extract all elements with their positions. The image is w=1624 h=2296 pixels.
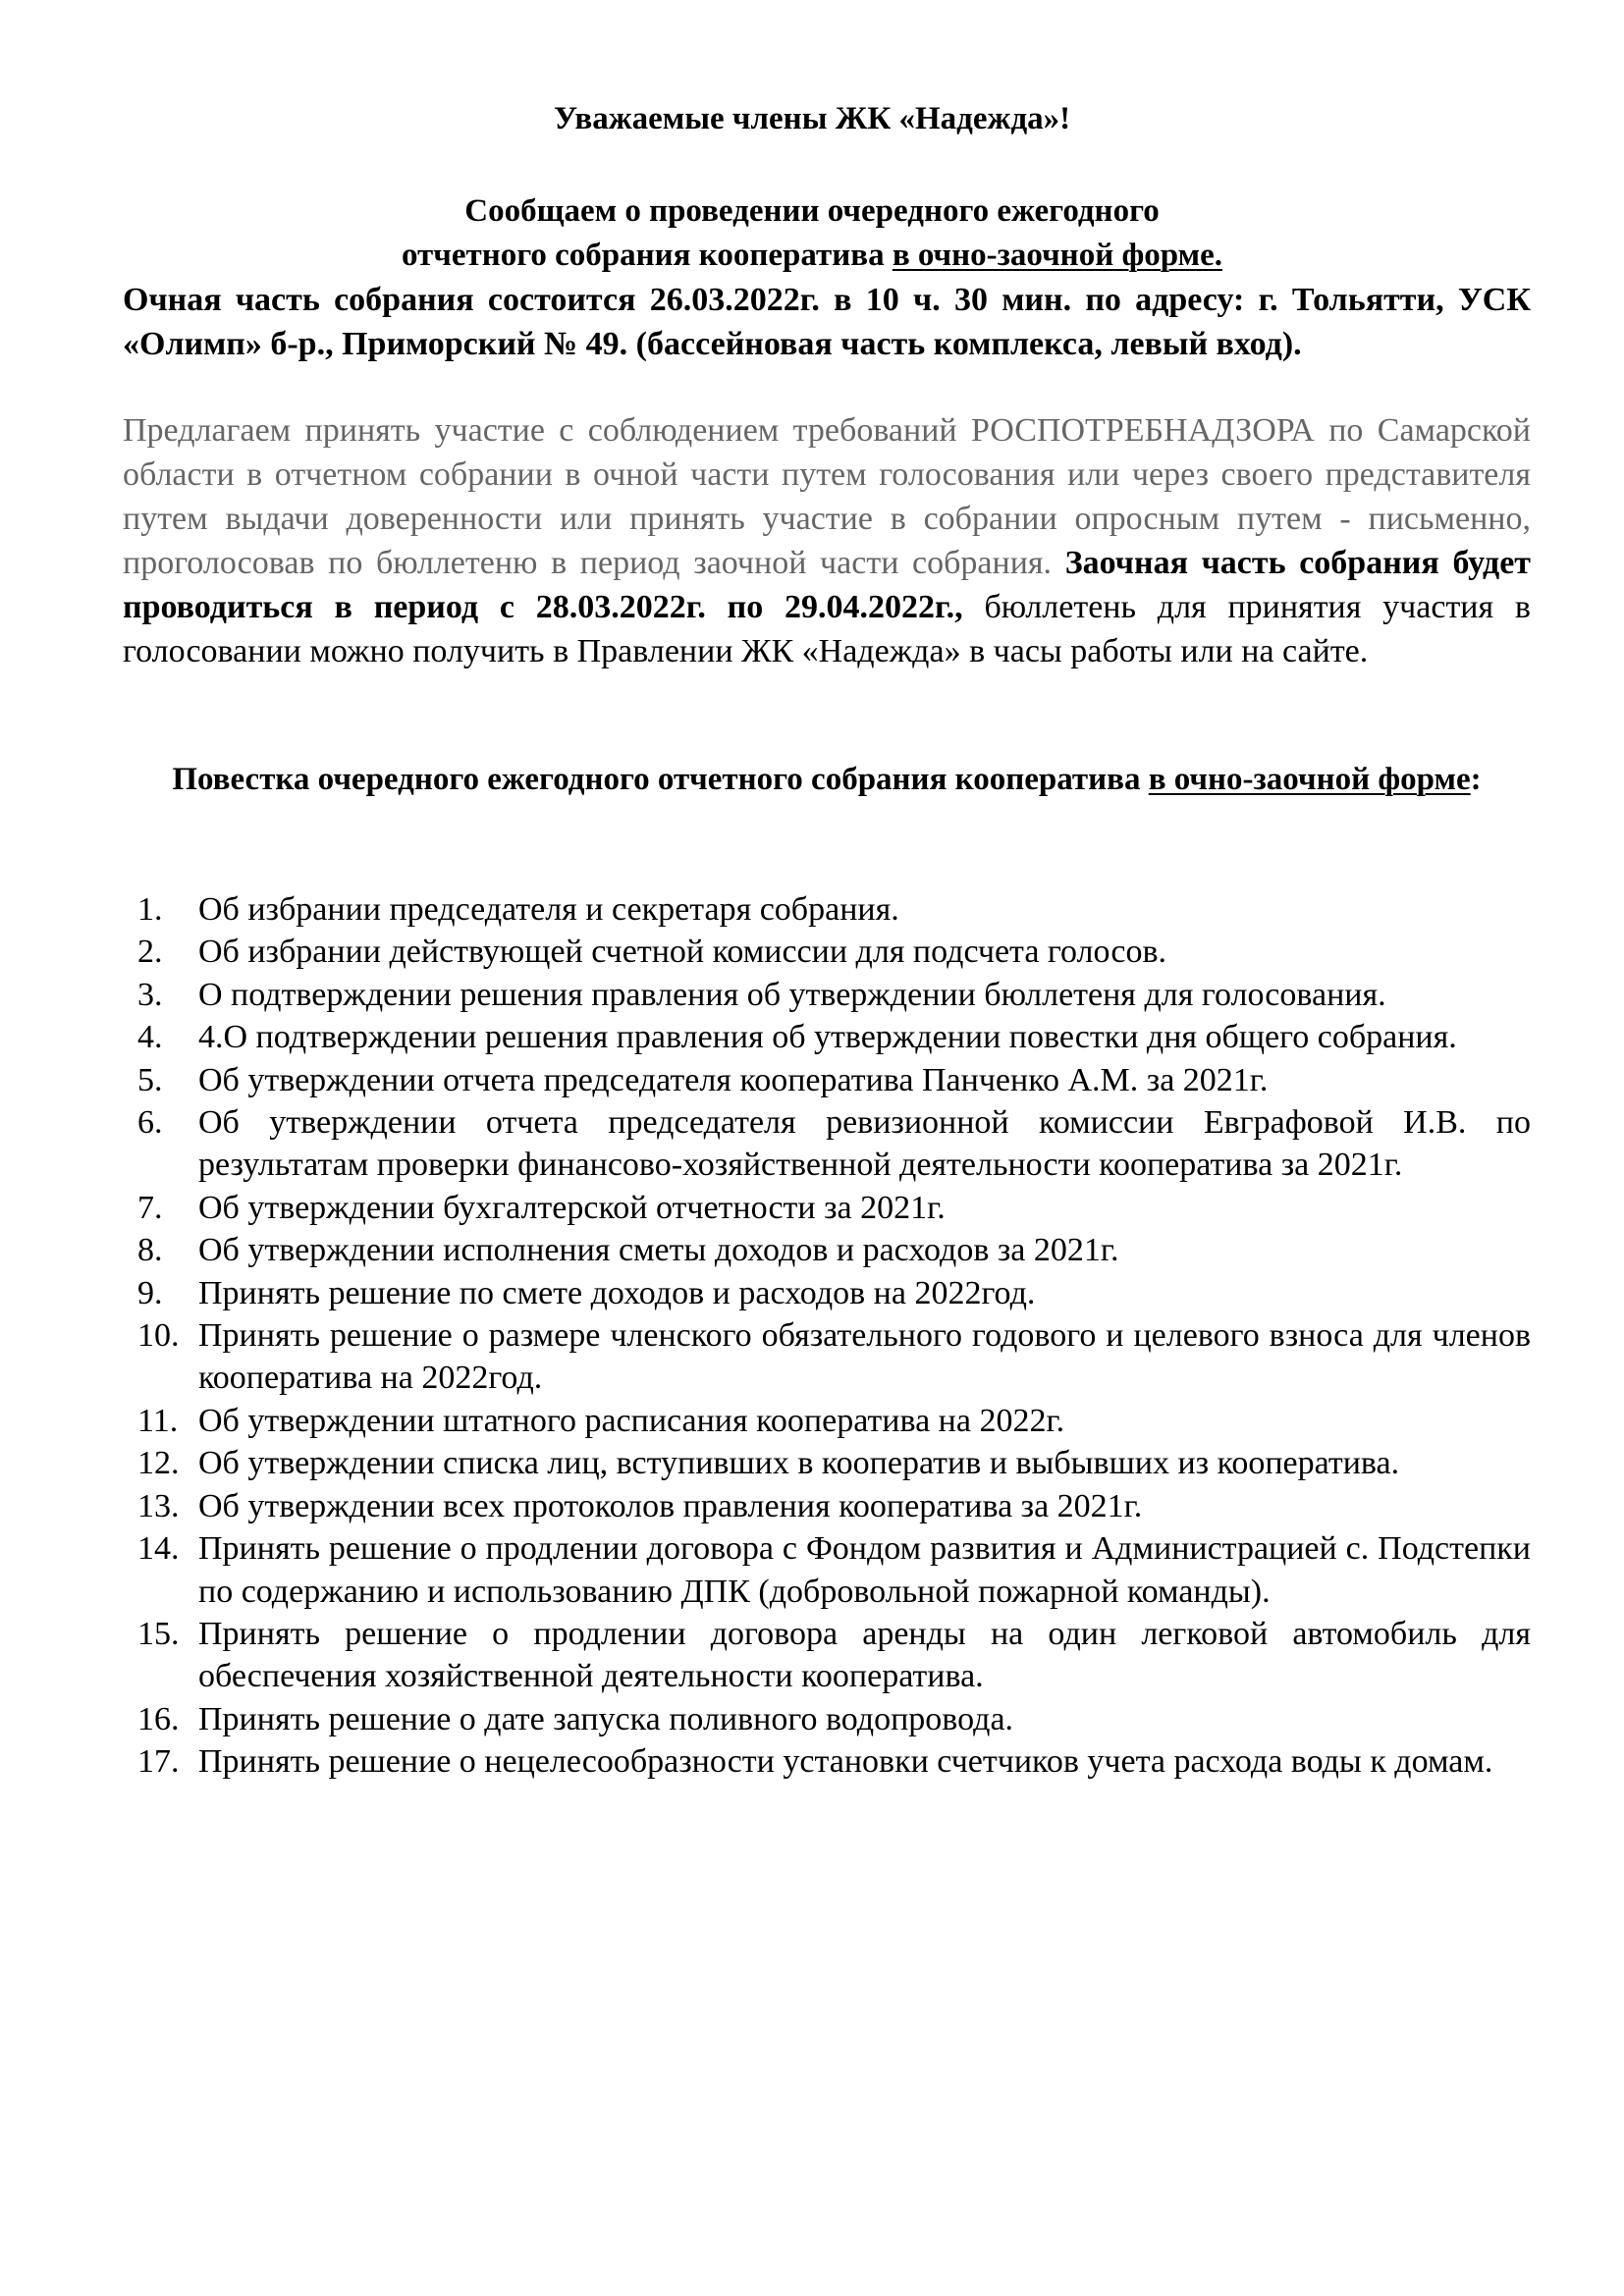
agenda-item-text: Об утверждении отчета председателя кооператива Панченко А.М. за 2021г. <box>198 1061 1269 1098</box>
agenda-title-underlined: в очно-заочной форме <box>1148 762 1471 797</box>
announcement-heading <box>0 189 1624 278</box>
agenda-list <box>137 888 1531 1784</box>
in-person-paragraph: Очная часть собрания состоится 26.03.2022г. в 10 ч. 30 мин. по адресу: г. Тольятти, УСК «Олимп» б-р., Приморский № 49. (бассейновая часть комплекса, левый вход). <box>123 282 1531 362</box>
agenda-item <box>137 1740 1531 1783</box>
agenda-item-text: Об утверждении списка лиц, вступивших в кооператив и выбывших из кооператива. <box>198 1445 1400 1482</box>
agenda-item <box>137 1314 1531 1400</box>
agenda-title-text: Повестка очередного ежегодного отчетного собрания кооператива <box>172 762 1149 797</box>
participation-grey-text: Предлагаем принять участие с соблюдением требований РОСПОТРЕБНАДЗОРА по Самарской области в отчетном собрании в очной части путем голосования или через своего представителя путем выдачи доверенности или принять участие в собрании опросным путем - письменно, проголосовав по бюллетеню в период заочной части собрания. <box>123 412 1531 581</box>
agenda-item <box>137 1485 1531 1527</box>
agenda-item <box>137 1059 1531 1101</box>
agenda-item-number: 12. <box>137 1445 180 1482</box>
agenda-item-number: 3. <box>137 976 163 1013</box>
agenda-title-suffix: : <box>1470 762 1482 797</box>
agenda-item <box>137 1613 1531 1698</box>
agenda-item-text: Об избрании председателя и секретаря собрания. <box>198 891 899 928</box>
agenda-item <box>137 1016 1531 1058</box>
agenda-item-number: 11. <box>137 1402 179 1439</box>
agenda-item <box>137 1272 1531 1314</box>
agenda-item-number: 16. <box>137 1700 180 1737</box>
agenda-item-number: 8. <box>137 1232 163 1269</box>
participation-bold-text: Заочная часть собрания будет проводиться в период с 28.03.2022г. по 29.04.2022г., <box>123 545 1532 625</box>
agenda-item <box>137 1442 1531 1484</box>
agenda-item <box>137 1698 1531 1740</box>
agenda-item <box>137 1400 1531 1442</box>
agenda-item-number: 1. <box>137 891 163 928</box>
agenda-item-text: Принять решение о продлении договора аренды на один легковой автомобиль для обеспечения хозяйственной деятельности кооператива. <box>198 1615 1531 1695</box>
agenda-item-number: 2. <box>137 934 163 971</box>
agenda-item-number: 5. <box>137 1061 163 1098</box>
agenda-item-number: 6. <box>137 1104 163 1142</box>
agenda-item-text: Об утверждении всех протоколов правления кооператива за 2021г. <box>198 1487 1143 1524</box>
agenda-item-text: Об утверждении исполнения сметы доходов и расходов за 2021г. <box>198 1232 1119 1269</box>
agenda-item-text: Об утверждении отчета председателя ревизионной комиссии Евграфовой И.В. по результатам проверки финансово-хозяйственной деятельности кооператива за 2021г. <box>198 1104 1531 1184</box>
participation-plain-text: бюллетень для принятия участия в голосовании можно получить в Правлении ЖК «Надежда» в часы работы или на сайте. <box>123 589 1531 669</box>
agenda-item-number: 7. <box>137 1189 163 1226</box>
agenda-item <box>137 1229 1531 1271</box>
announcement-line-2 <box>0 234 1624 278</box>
agenda-item-text: Принять решение по смете доходов и расходов на 2022год. <box>198 1274 1036 1311</box>
agenda-item-number: 13. <box>137 1487 180 1524</box>
agenda-item <box>137 1101 1531 1187</box>
participation-paragraph <box>123 408 1531 673</box>
announcement-line-1: Сообщаем о проведении очередного ежегодного <box>464 193 1160 229</box>
agenda-item-number: 4. <box>137 1019 163 1056</box>
agenda-item <box>137 974 1531 1016</box>
announcement-line-2-text: отчетного собрания кооператива <box>401 238 893 273</box>
agenda-item-number: 17. <box>137 1743 180 1781</box>
agenda-item-text: Принять решение о дате запуска поливного водопровода. <box>198 1700 1014 1737</box>
agenda-item-text: Об избрании действующей счетной комиссии для подсчета голосов. <box>198 934 1167 971</box>
agenda-item-text: 4.О подтверждении решения правления об утверждении повестки дня общего собрания. <box>198 1019 1457 1056</box>
agenda-item-number: 10. <box>137 1317 180 1355</box>
agenda-item-text: Принять решение о размере членского обязательного годового и целевого взноса для членов кооператива на 2022год. <box>198 1317 1531 1397</box>
greeting-heading: Уважаемые члены ЖК «Надежда»! <box>553 101 1071 136</box>
agenda-item <box>137 1187 1531 1229</box>
agenda-item-number: 9. <box>137 1274 163 1311</box>
agenda-item <box>137 1527 1531 1613</box>
agenda-item-number: 15. <box>137 1615 180 1652</box>
agenda-item <box>137 888 1531 931</box>
agenda-item-number: 14. <box>137 1530 180 1568</box>
agenda-item <box>137 931 1531 973</box>
agenda-item-text: Принять решение о продлении договора с Фондом развития и Администрацией с. Подстепки по содержанию и использованию ДПК (добровольной пожарной команды). <box>198 1530 1531 1610</box>
agenda-item-text: Принять решение о нецелесообразности установки счетчиков учета расхода воды к домам. <box>198 1743 1493 1781</box>
agenda-title <box>123 756 1531 803</box>
announcement-form-underlined: в очно-заочной форме. <box>892 238 1223 273</box>
agenda-item-text: О подтверждении решения правления об утверждении бюллетеня для голосования. <box>198 976 1386 1013</box>
agenda-item-text: Об утверждении бухгалтерской отчетности за 2021г. <box>198 1189 946 1226</box>
agenda-item-text: Об утверждении штатного расписания кооператива на 2022г. <box>198 1402 1065 1439</box>
